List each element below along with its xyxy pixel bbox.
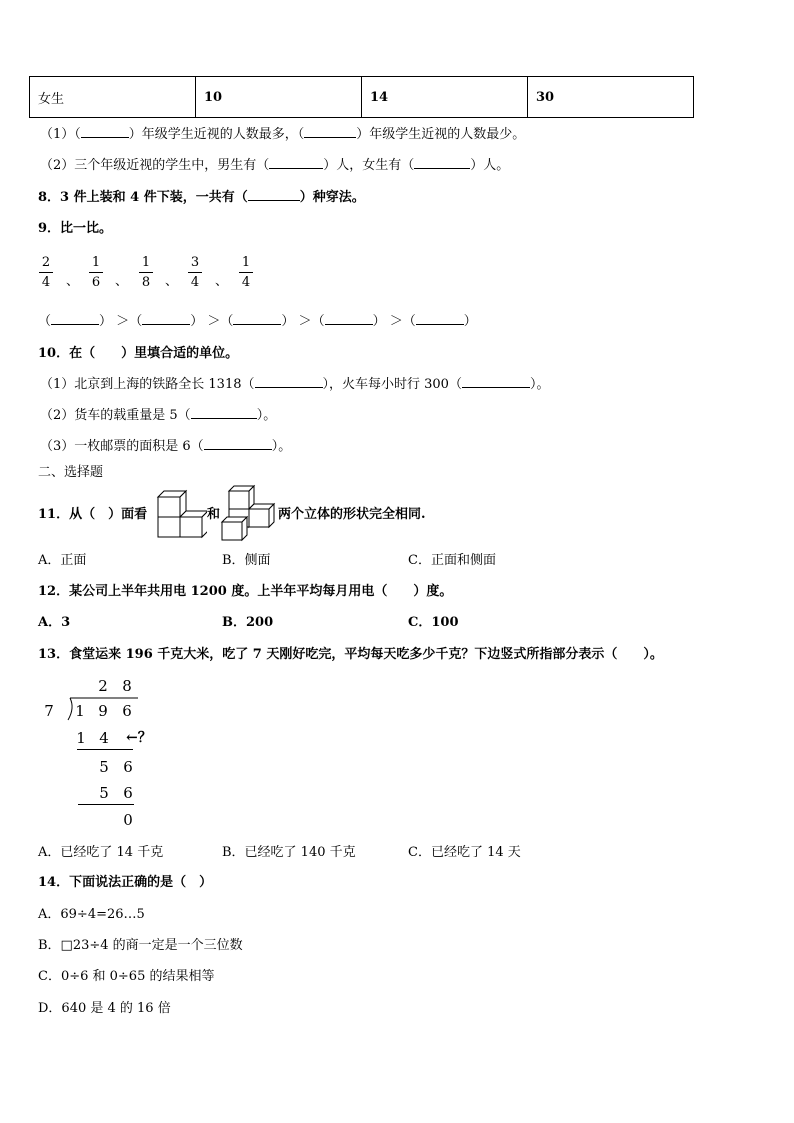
dividend-digit: 9: [98, 702, 108, 720]
fraction: 2 4: [39, 255, 53, 290]
answer-blank[interactable]: [81, 137, 129, 138]
table-cell: 30: [528, 77, 694, 118]
question-11-part2: 和: [207, 507, 221, 522]
table-cell: 14: [362, 77, 528, 118]
cube-stack-figure-2: [220, 484, 278, 542]
question-11-part1: 11．从（ ）面看: [38, 507, 148, 522]
answer-blank[interactable]: [255, 387, 323, 388]
question-8: 8．3 件上装和 4 件下装，一共有（ ）种穿法。: [38, 190, 365, 205]
fraction: 3 4: [188, 255, 202, 290]
option-c[interactable]: C．100: [408, 615, 459, 630]
option-c[interactable]: C．0÷6 和 0÷65 的结果相等: [38, 969, 215, 984]
option-b[interactable]: B．侧面: [222, 553, 271, 568]
answer-blank[interactable]: [142, 324, 190, 325]
separator: 、: [215, 274, 229, 289]
question-12: 12．某公司上半年共用电 1200 度。上半年平均每月用电（ ）度。: [38, 584, 453, 599]
question-11-part3: 两个立体的形状完全相同.: [278, 507, 426, 522]
question-13: 13．食堂运来 196 千克大米，吃了 7 天刚好吃完，平均每天吃多少千克？下边竖式所指部分表示（ ）。: [38, 647, 663, 662]
dividend-digit: 1: [75, 702, 85, 720]
separator: 、: [115, 274, 129, 289]
section-heading: 二、选择题: [38, 465, 104, 480]
answer-blank[interactable]: [414, 168, 470, 169]
divisor: 7: [44, 702, 54, 720]
answer-blank[interactable]: [462, 387, 530, 388]
separator: 、: [165, 274, 179, 289]
answer-blank[interactable]: [191, 418, 257, 419]
division-rule: [77, 749, 133, 750]
quotient-digit: 8: [122, 677, 132, 695]
remainder: 0: [123, 811, 133, 829]
q7-sub2: （2）三个年级近视的学生中，男生有（ ）人，女生有（ ）人。: [40, 158, 510, 173]
answer-blank[interactable]: [304, 137, 356, 138]
question-14: 14．下面说法正确的是（ ）: [38, 875, 213, 890]
fraction: 1 8: [139, 255, 153, 290]
step-digit: 1: [76, 729, 86, 747]
step-digit: 5: [99, 758, 109, 776]
division-rule: [78, 804, 134, 805]
answer-blank[interactable]: [248, 200, 300, 201]
answer-blank[interactable]: [51, 324, 99, 325]
q10-sub3: （3）一枚邮票的面积是 6（ ）。: [40, 439, 292, 454]
answer-blank[interactable]: [325, 324, 373, 325]
step-digit: 6: [123, 758, 133, 776]
step-digit: 5: [99, 784, 109, 802]
answer-blank[interactable]: [416, 324, 464, 325]
step-digit: 4: [99, 729, 109, 747]
option-c[interactable]: C．已经吃了 14 天: [408, 845, 521, 860]
question-10-title: 10．在（ ）里填合适的单位。: [38, 346, 239, 361]
myopia-table: [29, 76, 694, 118]
option-d[interactable]: D．640 是 4 的 16 倍: [38, 1001, 171, 1016]
option-a[interactable]: A．3: [38, 615, 71, 630]
answer-blank[interactable]: [204, 449, 272, 450]
table-cell: 女生: [30, 77, 196, 118]
option-b[interactable]: B．已经吃了 140 千克: [222, 845, 356, 860]
option-a[interactable]: A．69÷4=26…5: [38, 907, 145, 922]
q10-sub2: （2）货车的载重量是 5（ ）。: [40, 408, 277, 423]
compare-row: （ ） ＞（ ） ＞（ ） ＞（ ） ＞（ ）: [38, 314, 477, 329]
fraction: 1 6: [89, 255, 103, 290]
separator: 、: [66, 274, 80, 289]
dividend-digit: 6: [122, 702, 132, 720]
answer-blank[interactable]: [269, 168, 323, 169]
q10-sub1: （1）北京到上海的铁路全长 1318（ ），火车每小时行 300（ ）。: [40, 377, 550, 392]
cube-stack-figure-1: [155, 489, 207, 539]
option-a[interactable]: A．正面: [38, 553, 87, 568]
option-a[interactable]: A．已经吃了 14 千克: [38, 845, 164, 860]
quotient-digit: 2: [98, 677, 108, 695]
step-digit: 6: [123, 784, 133, 802]
table-cell: 10: [196, 77, 362, 118]
pointer-arrow: ←？: [126, 730, 152, 746]
question-9-title: 9．比一比。: [38, 221, 113, 236]
q7-sub1: （1）（ ）年级学生近视的人数最多，（ ）年级学生近视的人数最少。: [40, 127, 526, 142]
fraction: 1 4: [239, 255, 253, 290]
table-row: [30, 77, 694, 118]
answer-blank[interactable]: [233, 324, 281, 325]
option-b[interactable]: B．200: [222, 615, 274, 630]
option-b[interactable]: B．□23÷4 的商一定是一个三位数: [38, 938, 243, 953]
option-c[interactable]: C．正面和侧面: [408, 553, 496, 568]
